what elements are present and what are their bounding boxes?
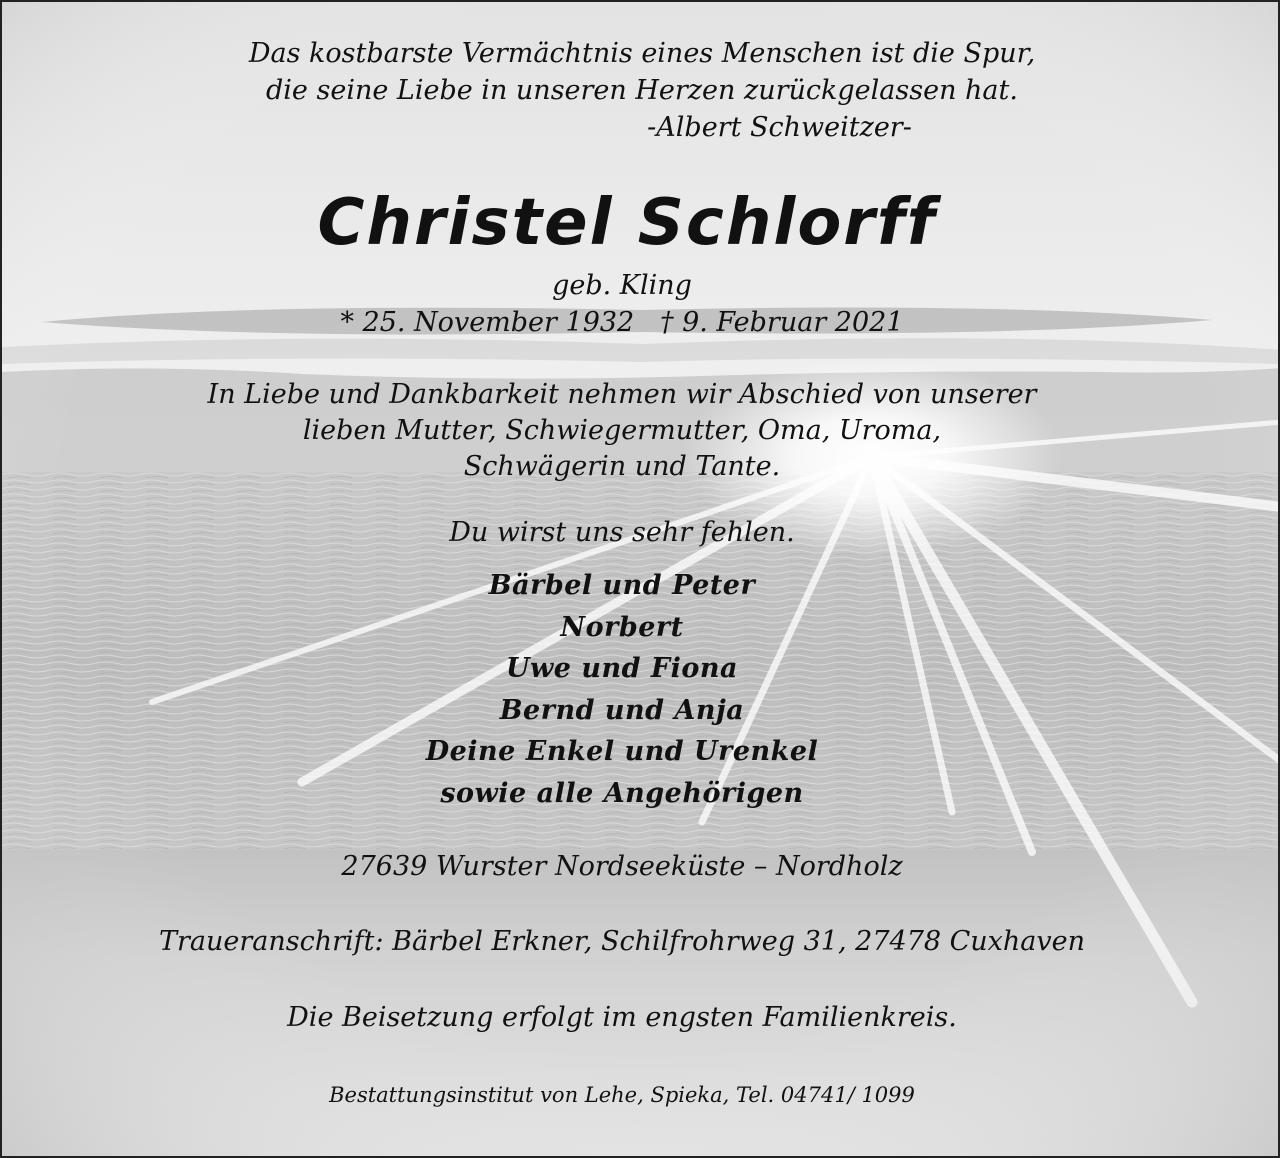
mourner-name: sowie alle Angehörigen <box>440 777 804 809</box>
mourner-name: Norbert <box>560 611 684 643</box>
quote-author: -Albert Schweitzer- <box>647 112 912 143</box>
quote-line-2: die seine Liebe in unseren Herzen zurückgelassen hat. <box>266 75 1018 106</box>
mourner-name: Bärbel und Peter <box>488 570 756 601</box>
location-line: 27639 Wurster Nordseeküste – Nordholz <box>341 851 903 882</box>
quote-line-1: Das kostbarste Vermächtnis eines Menschen ist die Spur, <box>248 38 1036 69</box>
farewell-line-2: lieben Mutter, Schwiegermutter, Oma, Uroma, <box>302 415 942 446</box>
missing-you-line: Du wirst uns sehr fehlen. <box>449 517 795 548</box>
mourner-name: Deine Enkel und Urenkel <box>425 736 819 767</box>
farewell-line-1: In Liebe und Dankbarkeit nehmen wir Abschied von unserer <box>207 379 1037 410</box>
mourning-address: Traueranschrift: Bärbel Erkner, Schilfrohrweg 31, 27478 Cuxhaven <box>158 926 1086 957</box>
undertaker-line: Bestattungsinstitut von Lehe, Spieka, Tel. 04741/ 1099 <box>329 1083 915 1107</box>
burial-note: Die Beisetzung erfolgt im engsten Familienkreis. <box>287 1002 957 1033</box>
life-dates: * 25. November 1932 † 9. Februar 2021 <box>340 307 904 338</box>
birth-name: geb. Kling <box>552 270 692 301</box>
mourners-list <box>2 565 1242 814</box>
mourner-name: Uwe und Fiona <box>506 653 738 684</box>
farewell-line-3: Schwägerin und Tante. <box>463 451 781 482</box>
mourner-name: Bernd und Anja <box>499 694 745 726</box>
deceased-name: Christel Schlorff <box>317 186 937 260</box>
